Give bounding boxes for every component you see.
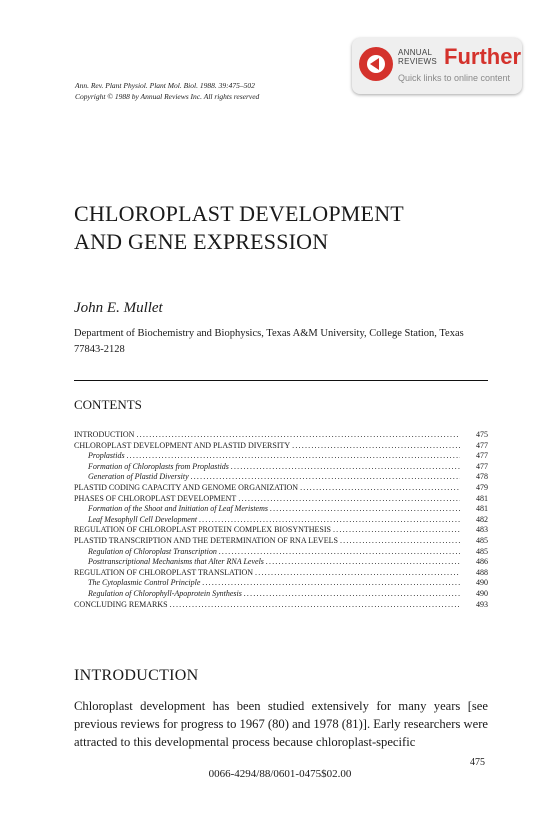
toc-leader-dots [127,451,460,462]
toc-entry-label: PLASTID TRANSCRIPTION AND THE DETERMINATION OF RNA LEVELS [74,535,338,545]
toc-entry[interactable] [74,600,488,611]
toc-leader-dots [231,462,460,473]
toc-entry-page: 490 [476,578,488,588]
toc-entry-label: PLASTID CODING CAPACITY AND GENOME ORGANIZATION [74,482,299,492]
toc-entry-page: 481 [476,493,488,503]
toc-entry[interactable] [74,494,488,505]
page-number: 475 [470,757,485,768]
toc-entry-page: 477 [476,440,488,450]
author-affiliation: Department of Biochemistry and Biophysics, Texas A&M University, College Station, Texas 77843-2128 [74,328,464,355]
citation-line: Ann. Rev. Plant Physiol. Plant Mol. Biol. 1988. 39:475–502 [75,81,255,90]
toc-entry-label: Generation of Plastid Diversity [88,472,189,482]
toc-leader-dots [199,515,460,526]
article-title: CHLOROPLAST DEVELOPMENT AND GENE EXPRESSION [74,201,404,254]
contents-heading: CONTENTS [74,397,142,412]
toc-entry-label: INTRODUCTION [74,430,135,439]
toc-entry[interactable] [74,483,488,494]
copyright-line: Copyright © 1988 by Annual Reviews Inc. All rights reserved [75,92,260,101]
toc-leader-dots [255,568,460,579]
annual-reviews-wordmark: ANNUAL REVIEWS [398,48,437,66]
toc-entry[interactable] [74,557,488,568]
annual-reviews-logo-icon [359,47,393,81]
toc-entry-page: 486 [476,557,488,567]
toc-entry-label: The Cytoplasmic Control Principle [88,578,201,588]
toc-entry-label: Posttranscriptional Mechanisms that Alter RNA Levels [88,557,264,567]
toc-entry[interactable] [74,589,488,600]
toc-entry-label: CHLOROPLAST DEVELOPMENT AND PLASTID DIVERSITY [74,440,291,450]
toc-entry-page: 477 [476,451,488,461]
toc-entry[interactable] [74,525,488,536]
toc-leader-dots [202,578,460,589]
toc-leader-dots [292,441,460,452]
toc-entry-page: 478 [476,472,488,482]
issn-line: 0066-4294/88/0601-0475$02.00 [208,768,352,780]
further-wordmark: Further [444,44,521,69]
toc-entry-label: Formation of the Shoot and Initiation of Leaf Meristems [88,504,268,514]
author-name: John E. Mullet [74,300,163,316]
toc-entry-page: 485 [476,535,488,545]
toc-leader-dots [244,589,460,600]
toc-entry-label: Leaf Mesophyll Cell Development [88,514,198,524]
toc-entry[interactable] [74,451,488,462]
toc-entry-label: REGULATION OF CHLOROPLAST PROTEIN COMPLEX BIOSYNTHESIS [74,525,331,535]
toc-entry[interactable] [74,504,488,515]
toc-entry[interactable] [74,441,488,452]
toc-entry[interactable] [74,578,488,589]
toc-entry-label: Proplastids [88,451,125,461]
toc-entry-label: Regulation of Chloroplast Transcription [88,546,217,556]
further-tagline: Quick links to online content [398,73,511,83]
toc-entry[interactable] [74,547,488,558]
toc-entry[interactable] [74,536,488,547]
toc-entry-label: Formation of Chloroplasts from Proplastids [88,461,229,471]
toc-leader-dots [333,525,460,536]
toc-entry[interactable] [74,472,488,483]
toc-entry-label: CONCLUDING REMARKS [74,599,168,609]
toc-leader-dots [266,557,460,568]
toc-entry-page: 475 [476,430,488,439]
toc-leader-dots [191,472,460,483]
toc-entry[interactable] [74,462,488,473]
divider-rule [74,380,488,381]
toc-entry-label: PHASES OF CHLOROPLAST DEVELOPMENT [74,493,237,503]
section-heading: INTRODUCTION [74,667,199,684]
toc-leader-dots [340,536,460,547]
toc-entry-page: 493 [476,599,488,609]
toc-entry-page: 482 [476,514,488,524]
toc-leader-dots [170,600,460,611]
further-badge[interactable] [352,38,522,94]
toc-entry-label: REGULATION OF CHLOROPLAST TRANSLATION [74,567,254,577]
toc-entry[interactable] [74,515,488,526]
body-paragraph: Chloroplast development has been studied extensively for many years [see previous reviews for progress to 1967 (80) and 1978 (81)]. Early researchers were attracted to this developmental process because chloroplast-specific [74,699,488,749]
toc-entry-page: 481 [476,504,488,514]
toc-leader-dots [300,483,460,494]
toc-entry-page: 488 [476,567,488,577]
table-of-contents [74,430,488,610]
toc-entry-page: 490 [476,588,488,598]
toc-leader-dots [270,504,460,515]
toc-entry-page: 485 [476,546,488,556]
toc-entry-label: Regulation of Chlorophyll-Apoprotein Synthesis [88,588,242,598]
toc-leader-dots [136,430,460,441]
toc-leader-dots [219,547,460,558]
toc-entry[interactable] [74,430,488,441]
toc-entry[interactable] [74,568,488,579]
toc-entry-page: 477 [476,461,488,471]
journal-citation [75,80,259,102]
toc-entry-page: 483 [476,525,488,535]
toc-leader-dots [238,494,460,505]
toc-entry-page: 479 [476,482,488,492]
